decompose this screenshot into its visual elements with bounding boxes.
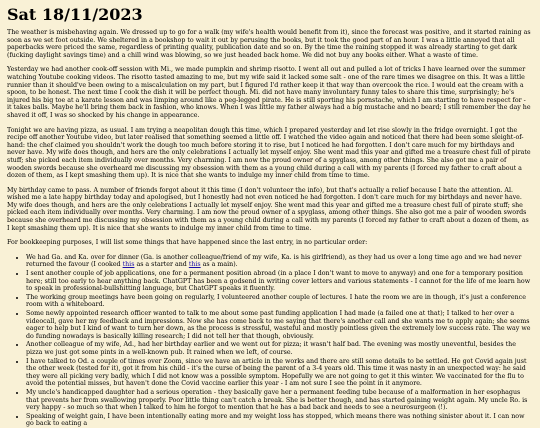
event-list — [7, 254, 532, 428]
list-item: • The working group meetings have been going on regularly, I volunteered another couple of lectures. I hate the room we are in though, it's just a conference room with a whiteboard. — [26, 294, 532, 309]
paragraph: My birthday came to pass. A number of friends forgot about it this time (I don't volunteer the info), but that's actually a relief because I hate the attention. Al. wished me a late happy birthday today and apologised, but I honestly had not even noticed he had forgotten. I don't care much for my birthdays and never have. My wife does though, and hers are the only celebrations I actually let myself enjoy. She went mad this year and gifted me a treasure chest full of pirate stuff; she picked each item individually over months. Very charming. I am now the proud owner of a spyglass, among other things. She also got me a pair of wooden swords because she overheard me discussing my obsession with them as a young child during a call with my parents (I forced my father to craft about a dozen of them, as I kept smashing them up). It is nice that she wants to indulge my inner child from time to time. — [7, 186, 529, 232]
page-title: Sat 18/11/2023 — [7, 5, 143, 24]
list-item: • Some newly appointed research officer wanted to talk to me about some past funding application I had made (a failed one at that); I talked to her over a videocall, gave her my feedback and impressions. Now she has come back to me saying that there's another call and she wants me to apply again; she seems eager to help but I kind of want to turn her down, as the process is stressful, wasteful and mostly pointless given the extremely low success rate. The way we do funding nowadays is basically killing research; I did not tell her that though, obviously. — [26, 310, 532, 340]
list-item: • Speaking of weight gain, I have been intentionally eating more and my weight loss has stopped, which means there was nothing sinister about it. I can now go back to eating a — [26, 413, 532, 428]
main-recipe-link[interactable]: this — [188, 261, 201, 269]
starter-recipe-link[interactable]: this — [122, 261, 135, 269]
paragraph: For bookkeeping purposes, I will list some things that have happened since the last entry, in no particular order: — [7, 239, 368, 247]
list-item: • I have talked to Od. a couple of times over Zoom, since we have an article in the works and there are still some details to be settled. He got Covid again just the other week (tested for it), got it from his child - it's the curse of being the parent of a 3-4 years old. This time it was nasty in an unexpected way: he said they were all picking very badly, which I did not know was a possible symptom. Hopefully we are not going to get it this winter. We vaccinated for the flu to avoid the potential misses, but haven't done the Covid vaccine earlier this year - I am not sure I see the point in it anymore. — [26, 358, 532, 388]
list-item: • I sent another couple of job applications, one for a permanent position abroad (in a place I don't want to move to anyway) and one for a temporary position here; still too early to hear anything back. ChatGPT has been a godsend in writing cover letters and various statements - I cannot for the life of me learn how to speak in professional-bullshitting language, but ChatGPT speaks it fluently. — [26, 270, 532, 293]
paragraph: The weather is misbehaving again. We dressed up to go for a walk (my wife's health would benefit from it), since the forecast was positive, and it started raining as soon as we set foot outside. We sheltered in a bookshop to wait it out by perusing the books, but it took the good part of an hour. I was a little annoyed that all paperbacks were priced the same, regardless of printing quality, publication date and so on. By the time the raining stopped it was already starting to get dark (fucking daylight savings time) and a chill wind was blowing, so we just headed back home. We did not buy any books either. What a waste of time. — [7, 29, 531, 59]
list-item: • My uncle's handicapped daughter had a serious operation - they basically gave her a permanent feeding tube because of a malformation in her esophagus that prevents her from swallowing properly. Poor little thing can't catch a break. She is better though, and has started gaining weight again. My uncle Ro. is very happy - so much so that when I talked to him he forgot to mention that he has a bad back and needs to see a neurosurgeon (!). — [26, 389, 532, 412]
paragraph: Yesterday we had another cook-off session with Mi., we made pumpkin and shrimp risotto. I went all out and pulled a lot of tricks I have learned over the summer watching Youtube cooking videos. The risotto tasted amazing to me, but my wife said it lacked some salt - one of the rare times we disagree on this. It was a little runnier than it should've been owing to a miscalculation on my part, but I figured I'd rather keep it that way than overcook the rice. I would eat the cream with a spoon, to be honest. The next time I cook the dish it will be perfect though. Mi. did not have many involuntary funny tales to share this time, surprisingly; he's injured his big toe at a karate lesson and was limping around like a peg-legged pirate. He is still sporting his pornstache, which I am starting to have respect for - it takes balls. Maybe he'll bring them back in fashion, who knows. When I was little my father always had a big mustache and no beard; I still remember the day he shaved it off, I was so shocked by his change in appearance. — [7, 66, 531, 119]
list-item-text: as a main). — [200, 261, 238, 269]
paragraph: Tonight we are having pizza, as usual. I am trying a neapolitan dough this time, which I prepared yesterday and let rise slowly in the fridge overnight. I got the recipe off another Youtube video, but later realised that something seemed a little off. I watched the video again and noticed that there had been some sleight-of-hand: the chef claimed you shouldn't work the dough too much before storing it to rise, but I noticed he had forgotten. I don't care much for my birthdays and never have. My wife does though, and hers are the only celebrations I actually let myself enjoy. She went mad this year and gifted me a treasure chest full of pirate stuff; she picked each item individually over months. Very charming. I am now the proud owner of a spyglass, among other things. She also got me a pair of wooden swords because she overheard me discussing my obsession with them as a young child during a call with my parents (I forced my father to craft about a dozen of them, as I kept smashing them up). It is nice that she wants to indulge my inner child from time to time. — [7, 126, 531, 180]
list-item — [26, 254, 532, 269]
list-item-text: We had Ga. and Ka. over for dinner (Ga. is another colleague/friend of my wife, Ka. is his girlfriend), as they had us over a long time ago and we had never returned the favour (I cooked — [26, 253, 522, 269]
list-item-text: as a starter and — [134, 261, 189, 269]
list-item: • Another colleague of my wife, Ad., had her birthday earlier and we went out for pizza; it wasn't half bad. The evening was mostly uneventful, besides the pizza we just got some pints in a well-known pub. It rained when we left, of course. — [26, 341, 532, 356]
